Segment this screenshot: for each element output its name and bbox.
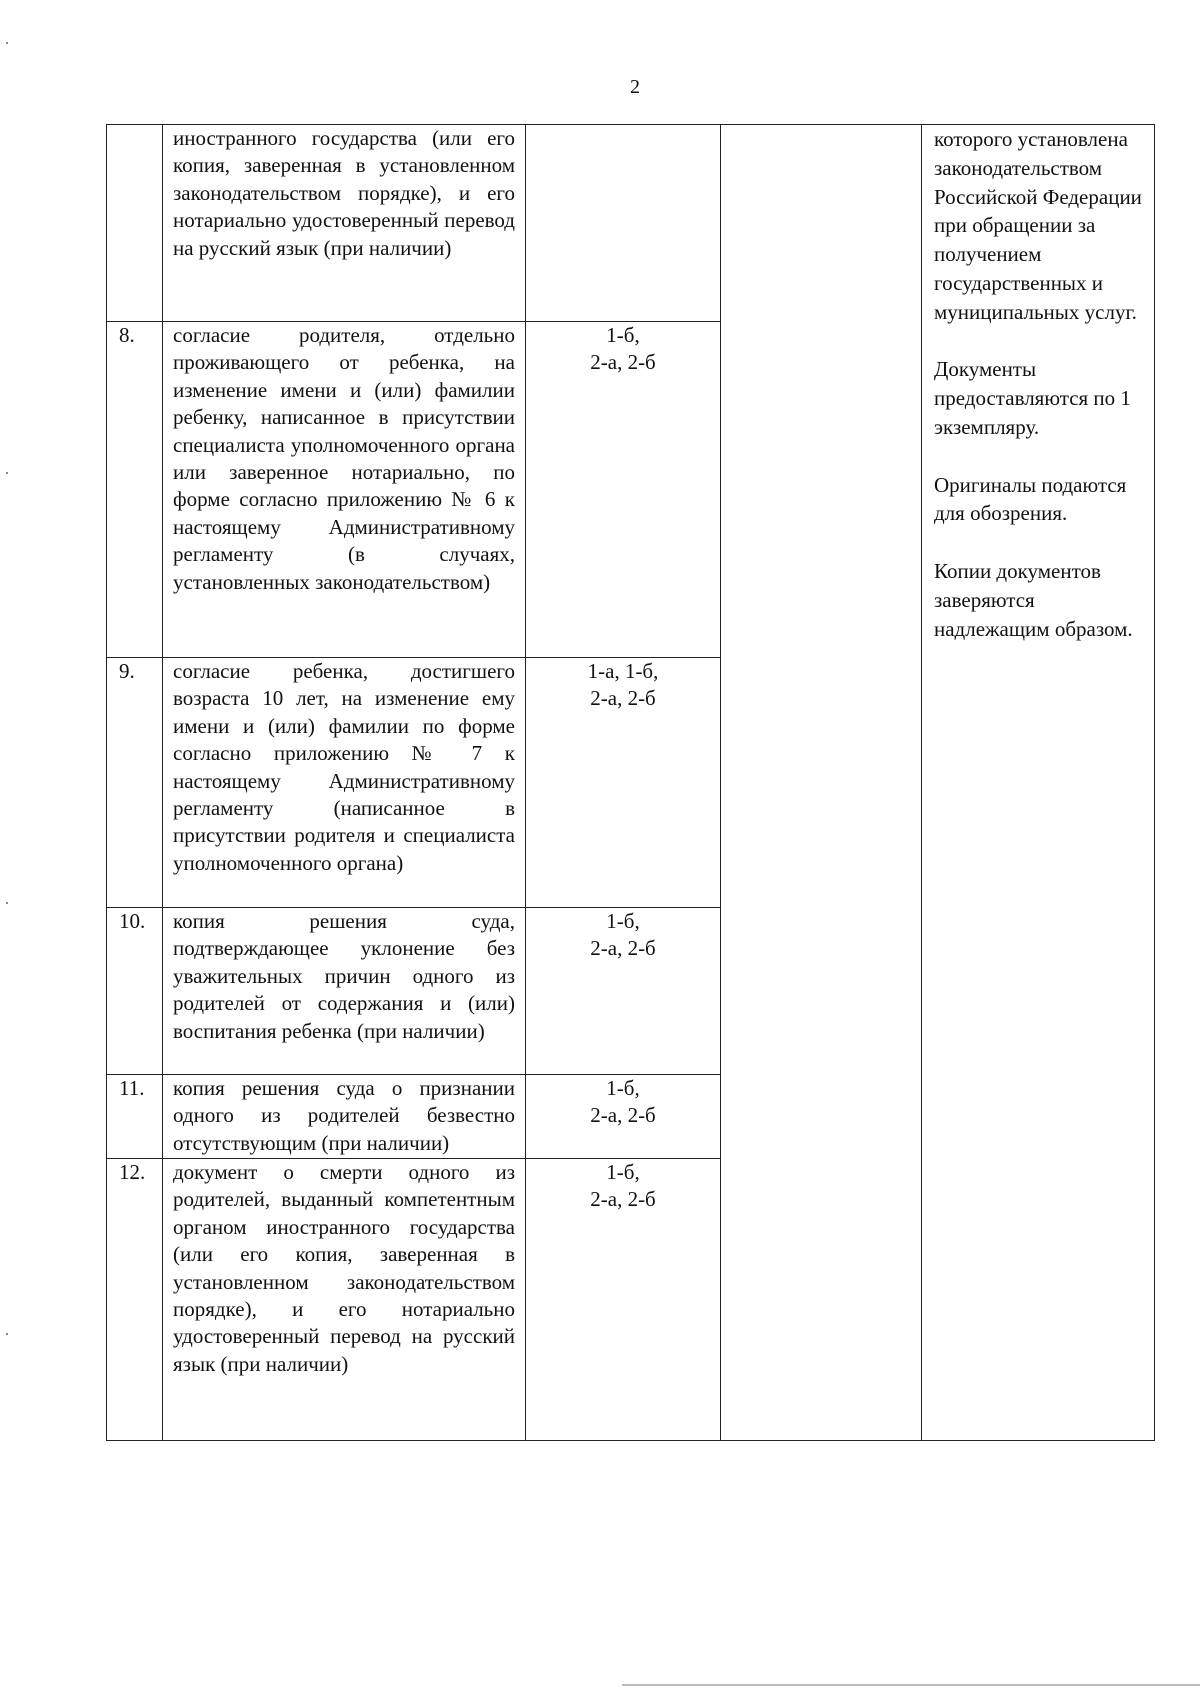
code-line: 2-а, 2-б (590, 936, 656, 961)
code-line: 2-а, 2-б (590, 1187, 656, 1212)
row-number: 10. (107, 908, 163, 1075)
table-row (107, 125, 1155, 322)
applicant-codes (526, 322, 721, 658)
notes-cell (922, 125, 1155, 1441)
code-line: 1-б, (606, 1076, 640, 1100)
applicant-codes (526, 125, 721, 322)
page-number: 2 (630, 76, 640, 98)
row-number: 12. (107, 1159, 163, 1441)
code-line: 1-б, (606, 909, 640, 933)
row-number (107, 125, 163, 322)
row-number: 8. (107, 322, 163, 658)
code-line: 1-а, 1-б, (587, 659, 659, 683)
note-paragraph: которого установлена законодательством Российской Федерации при обращении за получением государственных и муниципальных услуг. (934, 127, 1142, 324)
note-paragraph: Документы предоставляются по 1 экземпляру. (934, 357, 1131, 439)
applicant-codes (526, 1159, 721, 1441)
documents-table (106, 124, 1155, 1441)
code-line: 2-а, 2-б (590, 1103, 656, 1128)
document-description: документ о смерти одного из родителей, выданный компетентным органом иностранного государства (или его копия, заверенная в установленном законодательством порядке), и его нотариально удостоверенный перевод на русский язык (при наличии) (163, 1159, 526, 1441)
scan-edge-line (622, 1684, 1200, 1686)
empty-column (721, 125, 922, 1441)
document-description: иностранного государства (или его копия, заверенная в установленном законодательством порядке), и его нотариально удостоверенный перевод на русский язык (при наличии) (163, 125, 526, 322)
document-description: копия решения суда о признании одного из родителей безвестно отсутствующим (при наличии) (163, 1075, 526, 1159)
document-description: согласие ребенка, достигшего возраста 10 лет, на изменение ему имени и (или) фамилии по форме согласно приложению № 7 к настоящему Административному регламенту (написанное в присутствии родителя и специалиста уполномоченного органа) (163, 658, 526, 908)
note-paragraph: Копии документов заверяются надлежащим образом. (934, 558, 1133, 641)
applicant-codes (526, 658, 721, 908)
row-number: 9. (107, 658, 163, 908)
scan-artifact (6, 902, 8, 904)
scan-artifact (6, 42, 8, 44)
applicant-codes (526, 1075, 721, 1159)
scan-artifact (6, 1333, 8, 1335)
row-number: 11. (107, 1075, 163, 1159)
scan-artifact (6, 472, 8, 474)
applicant-codes (526, 908, 721, 1075)
code-line: 2-а, 2-б (590, 686, 656, 711)
code-line: 2-а, 2-б (590, 350, 656, 375)
note-paragraph: Оригиналы подаются для обозрения. (934, 472, 1127, 526)
code-line: 1-б, (606, 1160, 640, 1184)
document-description: копия решения суда, подтверждающее уклонение без уважительных причин одного из родителей от содержания и (или) воспитания ребенка (при наличии) (163, 908, 526, 1075)
document-description: согласие родителя, отдельно проживающего от ребенка, на изменение имени и (или) фамилии ребенку, написанное в присутствии специалиста уполномоченного органа или заверенное нотариально, по форме согласно приложению № 6 к настоящему Административному регламенту (в случаях, установленных законодательством) (163, 322, 526, 658)
code-line: 1-б, (606, 323, 640, 347)
